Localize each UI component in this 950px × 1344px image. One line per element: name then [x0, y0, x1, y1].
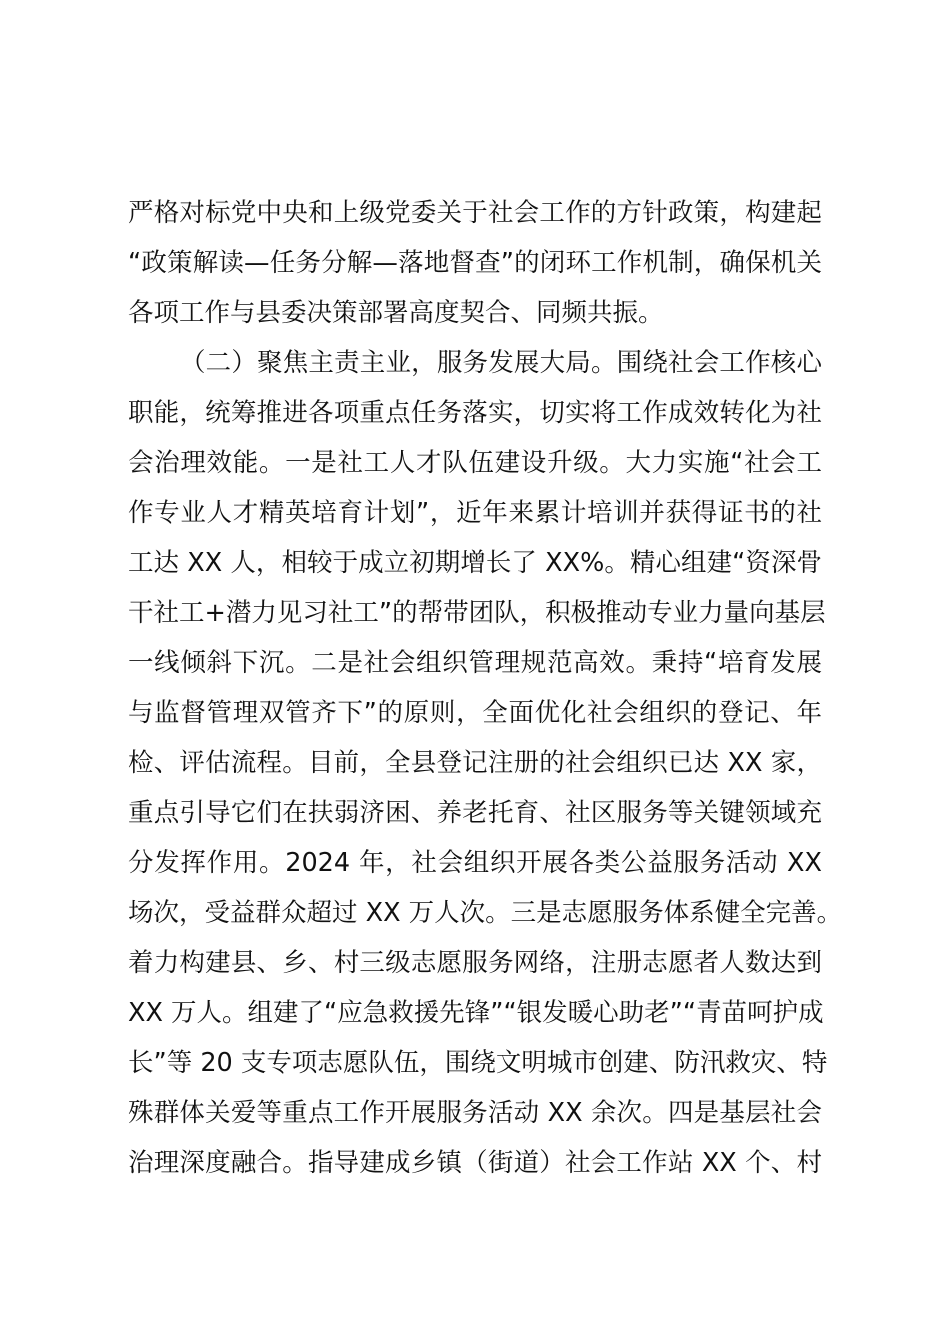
text-line: 场次，受益群众超过 XX 万人次。三是志愿服务体系健全完善。: [128, 898, 843, 928]
text-line: “政策解读—任务分解—落地督查”的闭环工作机制，确保机关: [128, 248, 822, 278]
text-line: 治理深度融合。指导建成乡镇（街道）社会工作站 XX 个、村: [128, 1148, 822, 1178]
text-line: 殊群体关爱等重点工作开展服务活动 XX 余次。四是基层社会: [128, 1098, 822, 1128]
text-line: 一线倾斜下沉。二是社会组织管理规范高效。秉持“培育发展: [128, 648, 822, 678]
text-line: 干社工+潜力见习社工”的帮带团队，积极推动专业力量向基层: [128, 598, 826, 628]
document-page: [128, 188, 843, 1188]
text-line: 作专业人才精英培育计划”，近年来累计培训并获得证书的社: [128, 498, 822, 528]
text-line: 工达 XX 人，相较于成立初期增长了 XX%。精心组建“资深骨: [128, 548, 822, 578]
text-line: 重点引导它们在扶弱济困、养老托育、社区服务等关键领域充: [128, 798, 822, 828]
text-line: 严格对标党中央和上级党委关于社会工作的方针政策，构建起: [128, 198, 822, 228]
paragraph-1: [128, 188, 822, 338]
section-heading-line: （二）聚焦主责主业，服务发展大局。围绕社会工作核心: [180, 348, 822, 378]
text-line: 分发挥作用。2024 年，社会组织开展各类公益服务活动 XX: [128, 848, 822, 878]
text-line: 会治理效能。一是社工人才队伍建设升级。大力实施“社会工: [128, 448, 822, 478]
text-line: 检、评估流程。目前，全县登记注册的社会组织已达 XX 家，: [128, 748, 822, 778]
text-line: 长”等 20 支专项志愿队伍，围绕文明城市创建、防汛救灾、特: [128, 1048, 828, 1078]
text-line: 各项工作与县委决策部署高度契合、同频共振。: [128, 298, 664, 328]
paragraph-2: [128, 338, 843, 1188]
text-line: 着力构建县、乡、村三级志愿服务网络，注册志愿者人数达到: [128, 948, 822, 978]
text-line: 职能，统筹推进各项重点任务落实，切实将工作成效转化为社: [128, 398, 822, 428]
text-line: XX 万人。组建了“应急救援先锋”“银发暖心助老”“青苗呵护成: [128, 998, 824, 1028]
text-line: 与监督管理双管齐下”的原则，全面优化社会组织的登记、年: [128, 698, 822, 728]
